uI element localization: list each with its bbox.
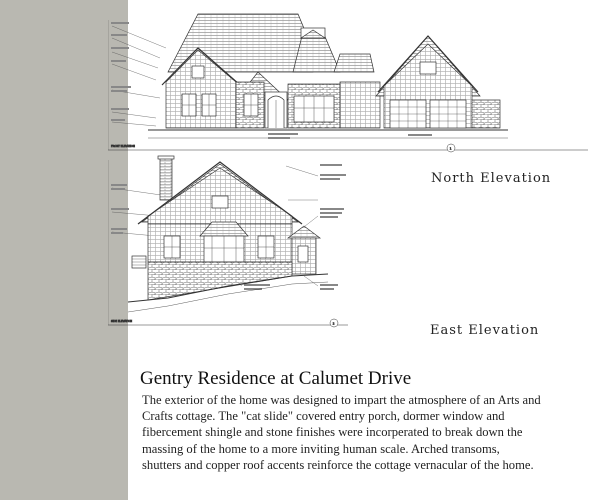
north-sheet-number: 1	[449, 147, 452, 151]
north-annotation-text	[111, 22, 131, 121]
north-elevation-label: North Elevation	[431, 171, 552, 186]
east-elevation-label: East Elevation	[430, 323, 540, 338]
architectural-drawings	[108, 0, 600, 340]
project-title: Gentry Residence at Calumet Drive	[140, 368, 412, 389]
north-drawing-tag: FRONT ELEVATION	[111, 145, 135, 148]
east-elevation-drawing	[108, 156, 348, 327]
east-drawing-tag: SIDE ELEVATION	[111, 320, 133, 323]
north-elevation-drawing	[108, 14, 588, 152]
project-description: The exterior of the home was designed to impart the atmosphere of an Arts and Crafts cottage. The "cat slide" covered entry porch, dormer window and fibercement shingle and stone finishes were incorperated to break down the massing of the home to a more inviting human scale. Arched transoms, shutters and copper roof accents reinforce the cottage vernacular of the home.	[142, 393, 541, 472]
east-sheet-number: 2	[332, 322, 335, 326]
